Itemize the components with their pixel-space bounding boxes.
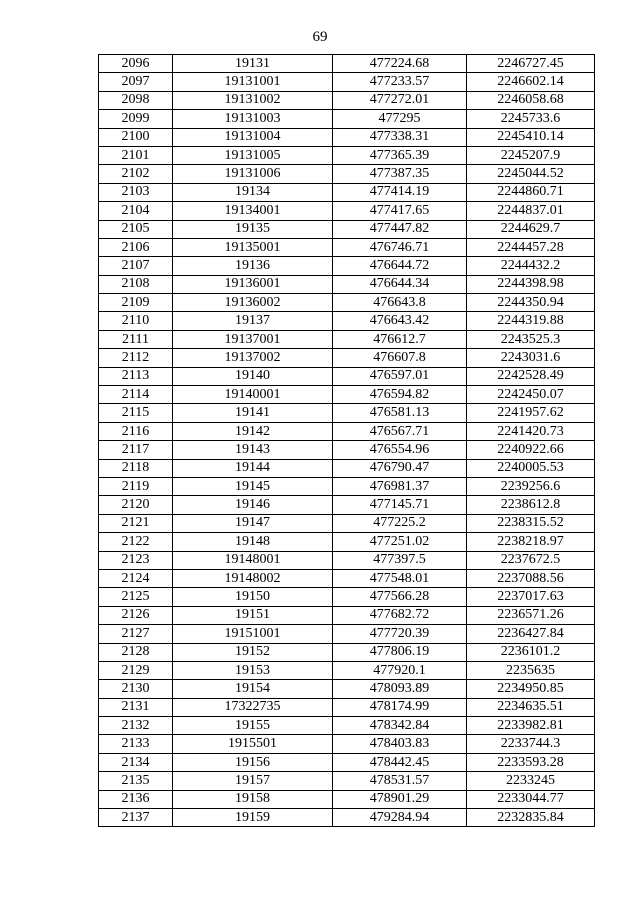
x-coordinate-cell: 478342.84 [333,717,467,735]
table-row [99,459,595,477]
y-coordinate-cell: 2233593.28 [467,753,595,771]
row-number-cell: 2128 [99,643,173,661]
point-id-cell: 19148002 [173,569,333,587]
point-id-cell: 19131 [173,55,333,73]
row-number-cell: 2098 [99,91,173,109]
point-id-cell: 17322735 [173,698,333,716]
table-row [99,110,595,128]
point-id-cell: 19131004 [173,128,333,146]
point-id-cell: 19137 [173,312,333,330]
point-id-cell: 19131001 [173,73,333,91]
row-number-cell: 2127 [99,625,173,643]
point-id-cell: 19136002 [173,294,333,312]
x-coordinate-cell: 477365.39 [333,146,467,164]
x-coordinate-cell: 476567.71 [333,422,467,440]
x-coordinate-cell: 477548.01 [333,569,467,587]
page-number: 69 [312,29,328,45]
point-id-cell: 19147 [173,514,333,532]
row-number-cell: 2129 [99,661,173,679]
table-row [99,569,595,587]
point-id-cell: 19140 [173,367,333,385]
x-coordinate-cell: 477272.01 [333,91,467,109]
x-coordinate-cell: 477417.65 [333,202,467,220]
row-number-cell: 2125 [99,588,173,606]
y-coordinate-cell: 2243031.6 [467,349,595,367]
row-number-cell: 2112 [99,349,173,367]
row-number-cell: 2136 [99,790,173,808]
point-id-cell: 1915501 [173,735,333,753]
row-number-cell: 2102 [99,165,173,183]
row-number-cell: 2099 [99,110,173,128]
y-coordinate-cell: 2241957.62 [467,404,595,422]
row-number-cell: 2109 [99,294,173,312]
table-row [99,753,595,771]
table-row [99,91,595,109]
row-number-cell: 2126 [99,606,173,624]
row-number-cell: 2103 [99,183,173,201]
y-coordinate-cell: 2240005.53 [467,459,595,477]
table-row [99,496,595,514]
x-coordinate-cell: 476594.82 [333,386,467,404]
table-row [99,735,595,753]
row-number-cell: 2134 [99,753,173,771]
table-row [99,588,595,606]
y-coordinate-cell: 2246727.45 [467,55,595,73]
x-coordinate-cell: 476643.42 [333,312,467,330]
y-coordinate-cell: 2237017.63 [467,588,595,606]
point-id-cell: 19151 [173,606,333,624]
y-coordinate-cell: 2240922.66 [467,441,595,459]
table-row [99,202,595,220]
y-coordinate-cell: 2238218.97 [467,533,595,551]
table-row [99,294,595,312]
coordinates-table [98,54,595,827]
y-coordinate-cell: 2233245 [467,772,595,790]
point-id-cell: 19142 [173,422,333,440]
table-row [99,661,595,679]
row-number-cell: 2131 [99,698,173,716]
point-id-cell: 19136001 [173,275,333,293]
y-coordinate-cell: 2242528.49 [467,367,595,385]
y-coordinate-cell: 2234950.85 [467,680,595,698]
x-coordinate-cell: 477920.1 [333,661,467,679]
row-number-cell: 2115 [99,404,173,422]
row-number-cell: 2101 [99,146,173,164]
y-coordinate-cell: 2242450.07 [467,386,595,404]
y-coordinate-cell: 2239256.6 [467,477,595,495]
y-coordinate-cell: 2245044.52 [467,165,595,183]
x-coordinate-cell: 476612.7 [333,330,467,348]
point-id-cell: 19131006 [173,165,333,183]
x-coordinate-cell: 477806.19 [333,643,467,661]
y-coordinate-cell: 2234635.51 [467,698,595,716]
x-coordinate-cell: 476981.37 [333,477,467,495]
x-coordinate-cell: 477720.39 [333,625,467,643]
y-coordinate-cell: 2245207.9 [467,146,595,164]
table-row [99,146,595,164]
table-row [99,367,595,385]
table-row [99,183,595,201]
row-number-cell: 2133 [99,735,173,753]
row-number-cell: 2105 [99,220,173,238]
row-number-cell: 2108 [99,275,173,293]
table-row [99,772,595,790]
point-id-cell: 19146 [173,496,333,514]
x-coordinate-cell: 476644.34 [333,275,467,293]
y-coordinate-cell: 2241420.73 [467,422,595,440]
point-id-cell: 19158 [173,790,333,808]
table-row [99,404,595,422]
table-row [99,441,595,459]
x-coordinate-cell: 478531.57 [333,772,467,790]
y-coordinate-cell: 2236571.26 [467,606,595,624]
y-coordinate-cell: 2245410.14 [467,128,595,146]
y-coordinate-cell: 2243525.3 [467,330,595,348]
y-coordinate-cell: 2245733.6 [467,110,595,128]
point-id-cell: 19154 [173,680,333,698]
row-number-cell: 2119 [99,477,173,495]
y-coordinate-cell: 2236101.2 [467,643,595,661]
table-row [99,257,595,275]
x-coordinate-cell: 477233.57 [333,73,467,91]
point-id-cell: 19131003 [173,110,333,128]
point-id-cell: 19152 [173,643,333,661]
x-coordinate-cell: 478442.45 [333,753,467,771]
point-id-cell: 19145 [173,477,333,495]
table-row [99,220,595,238]
table-row [99,55,595,73]
table-row [99,717,595,735]
point-id-cell: 19155 [173,717,333,735]
x-coordinate-cell: 477224.68 [333,55,467,73]
table-row [99,349,595,367]
point-id-cell: 19153 [173,661,333,679]
x-coordinate-cell: 477397.5 [333,551,467,569]
row-number-cell: 2111 [99,330,173,348]
point-id-cell: 19150 [173,588,333,606]
x-coordinate-cell: 477295 [333,110,467,128]
y-coordinate-cell: 2235635 [467,661,595,679]
table-row [99,477,595,495]
row-number-cell: 2123 [99,551,173,569]
row-number-cell: 2122 [99,533,173,551]
point-id-cell: 19143 [173,441,333,459]
point-id-cell: 19131005 [173,146,333,164]
table-row [99,514,595,532]
row-number-cell: 2124 [99,569,173,587]
row-number-cell: 2135 [99,772,173,790]
point-id-cell: 19148001 [173,551,333,569]
point-id-cell: 19134 [173,183,333,201]
x-coordinate-cell: 477225.2 [333,514,467,532]
table-row [99,386,595,404]
table-row [99,73,595,91]
x-coordinate-cell: 478174.99 [333,698,467,716]
row-number-cell: 2106 [99,238,173,256]
table-row [99,238,595,256]
y-coordinate-cell: 2233744.3 [467,735,595,753]
y-coordinate-cell: 2244319.88 [467,312,595,330]
x-coordinate-cell: 476643.8 [333,294,467,312]
table-row [99,275,595,293]
point-id-cell: 19137002 [173,349,333,367]
point-id-cell: 19135001 [173,238,333,256]
point-id-cell: 19131002 [173,91,333,109]
row-number-cell: 2114 [99,386,173,404]
row-number-cell: 2104 [99,202,173,220]
y-coordinate-cell: 2244350.94 [467,294,595,312]
point-id-cell: 19151001 [173,625,333,643]
point-id-cell: 19148 [173,533,333,551]
y-coordinate-cell: 2244629.7 [467,220,595,238]
table-row [99,643,595,661]
table-row [99,422,595,440]
row-number-cell: 2113 [99,367,173,385]
y-coordinate-cell: 2244398.98 [467,275,595,293]
table-row [99,680,595,698]
row-number-cell: 2110 [99,312,173,330]
x-coordinate-cell: 476790.47 [333,459,467,477]
y-coordinate-cell: 2244432.2 [467,257,595,275]
y-coordinate-cell: 2237088.56 [467,569,595,587]
row-number-cell: 2096 [99,55,173,73]
point-id-cell: 19134001 [173,202,333,220]
x-coordinate-cell: 477414.19 [333,183,467,201]
point-id-cell: 19140001 [173,386,333,404]
x-coordinate-cell: 477338.31 [333,128,467,146]
table-row [99,606,595,624]
table-row [99,551,595,569]
point-id-cell: 19156 [173,753,333,771]
x-coordinate-cell: 478093.89 [333,680,467,698]
y-coordinate-cell: 2233044.77 [467,790,595,808]
row-number-cell: 2120 [99,496,173,514]
point-id-cell: 19159 [173,809,333,827]
x-coordinate-cell: 477447.82 [333,220,467,238]
x-coordinate-cell: 476607.8 [333,349,467,367]
y-coordinate-cell: 2246602.14 [467,73,595,91]
table-row [99,790,595,808]
row-number-cell: 2137 [99,809,173,827]
x-coordinate-cell: 477251.02 [333,533,467,551]
table-row [99,330,595,348]
row-number-cell: 2107 [99,257,173,275]
x-coordinate-cell: 476746.71 [333,238,467,256]
table-row [99,533,595,551]
y-coordinate-cell: 2244860.71 [467,183,595,201]
point-id-cell: 19144 [173,459,333,477]
row-number-cell: 2116 [99,422,173,440]
y-coordinate-cell: 2238315.52 [467,514,595,532]
row-number-cell: 2097 [99,73,173,91]
table-row [99,625,595,643]
x-coordinate-cell: 477682.72 [333,606,467,624]
y-coordinate-cell: 2233982.81 [467,717,595,735]
y-coordinate-cell: 2246058.68 [467,91,595,109]
point-id-cell: 19141 [173,404,333,422]
table-row [99,165,595,183]
x-coordinate-cell: 477145.71 [333,496,467,514]
coordinates-table-body [99,55,595,827]
table-row [99,698,595,716]
x-coordinate-cell: 478403.83 [333,735,467,753]
row-number-cell: 2130 [99,680,173,698]
row-number-cell: 2117 [99,441,173,459]
x-coordinate-cell: 476554.96 [333,441,467,459]
x-coordinate-cell: 476581.13 [333,404,467,422]
row-number-cell: 2121 [99,514,173,532]
y-coordinate-cell: 2237672.5 [467,551,595,569]
x-coordinate-cell: 476644.72 [333,257,467,275]
y-coordinate-cell: 2236427.84 [467,625,595,643]
x-coordinate-cell: 477566.28 [333,588,467,606]
table-row [99,128,595,146]
y-coordinate-cell: 2244457.28 [467,238,595,256]
x-coordinate-cell: 479284.94 [333,809,467,827]
x-coordinate-cell: 478901.29 [333,790,467,808]
point-id-cell: 19157 [173,772,333,790]
row-number-cell: 2132 [99,717,173,735]
table-row [99,809,595,827]
row-number-cell: 2100 [99,128,173,146]
y-coordinate-cell: 2238612.8 [467,496,595,514]
table-row [99,312,595,330]
point-id-cell: 19137001 [173,330,333,348]
y-coordinate-cell: 2232835.84 [467,809,595,827]
y-coordinate-cell: 2244837.01 [467,202,595,220]
point-id-cell: 19135 [173,220,333,238]
point-id-cell: 19136 [173,257,333,275]
x-coordinate-cell: 477387.35 [333,165,467,183]
x-coordinate-cell: 476597.01 [333,367,467,385]
row-number-cell: 2118 [99,459,173,477]
